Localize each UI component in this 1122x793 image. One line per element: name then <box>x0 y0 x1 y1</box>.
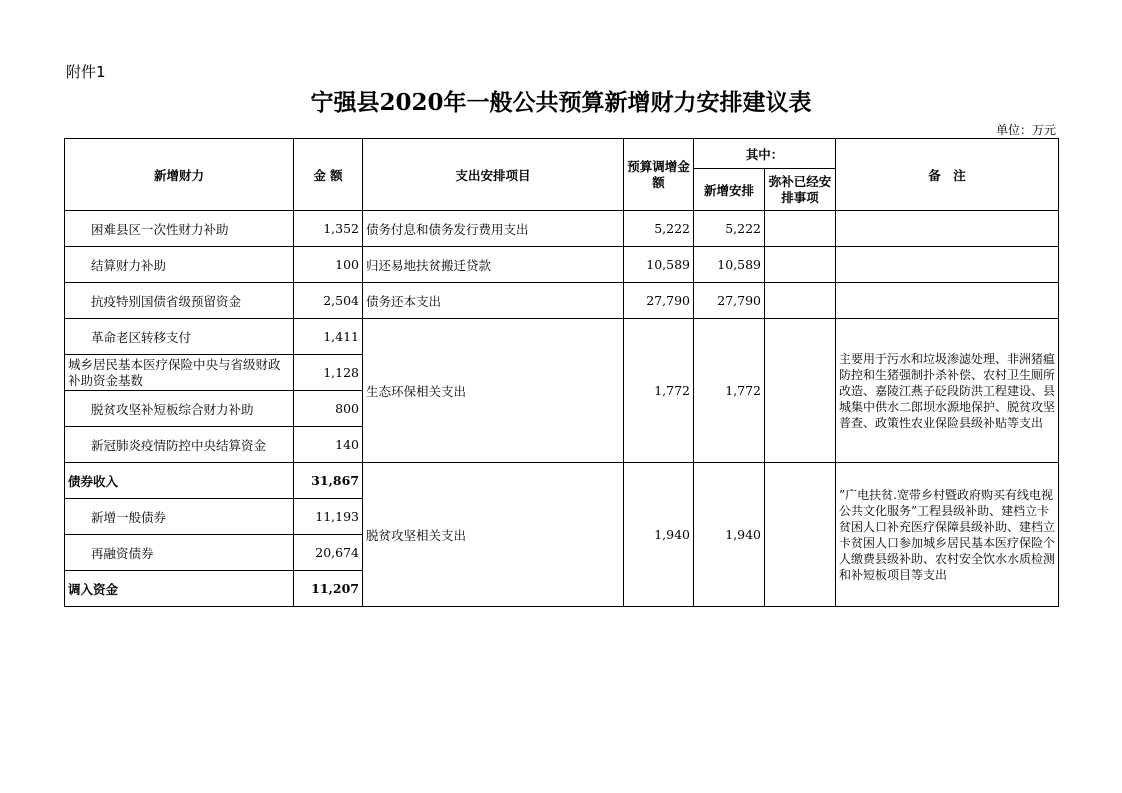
table-row <box>65 211 1059 247</box>
source-cell: 困难县区一次性财力补助 <box>65 211 294 247</box>
offset-cell <box>765 211 836 247</box>
source-cell: 结算财力补助 <box>65 247 294 283</box>
budget-cell: 27,790 <box>624 283 694 319</box>
header-remarks: 备 注 <box>836 139 1059 211</box>
table-row <box>65 319 1059 355</box>
amount-cell: 31,867 <box>294 463 363 499</box>
header-of-which: 其中： <box>694 139 836 169</box>
project-cell-poverty: 脱贫攻坚相关支出 <box>363 463 624 607</box>
budget-cell-poverty: 1,940 <box>624 463 694 607</box>
offset-cell <box>765 283 836 319</box>
header-project: 支出安排项目 <box>363 139 624 211</box>
header-row-1 <box>65 139 1059 169</box>
project-cell: 债务还本支出 <box>363 283 624 319</box>
amount-cell: 1,352 <box>294 211 363 247</box>
budget-cell: 5,222 <box>624 211 694 247</box>
source-cell: 抗疫特别国债省级预留资金 <box>65 283 294 319</box>
budget-cell: 10,589 <box>624 247 694 283</box>
header-amount: 金 额 <box>294 139 363 211</box>
header-source: 新增财力 <box>65 139 294 211</box>
header-budget-adjust: 预算调增金额 <box>624 139 694 211</box>
amount-cell: 100 <box>294 247 363 283</box>
new-arrangement-cell: 5,222 <box>694 211 765 247</box>
remarks-cell <box>836 211 1059 247</box>
source-cell: 脱贫攻坚补短板综合财力补助 <box>65 391 294 427</box>
new-arrangement-cell-eco: 1,772 <box>694 319 765 463</box>
amount-cell: 20,674 <box>294 535 363 571</box>
amount-cell: 1,411 <box>294 319 363 355</box>
new-arrangement-cell-poverty: 1,940 <box>694 463 765 607</box>
amount-cell: 11,207 <box>294 571 363 607</box>
source-cell: 债券收入 <box>65 463 294 499</box>
remarks-cell-eco: 主要用于污水和垃圾渗滤处理、非洲猪瘟防控和生猪强制扑杀补偿、农村卫生厕所改造、嘉陵江燕子砭段防洪工程建设、县城集中供水二郎坝水源地保护、脱贫攻坚普查、政策性农业保险县级补贴等支出 <box>836 319 1059 463</box>
new-arrangement-cell: 27,790 <box>694 283 765 319</box>
remarks-cell <box>836 283 1059 319</box>
offset-cell-poverty <box>765 463 836 607</box>
offset-cell <box>765 247 836 283</box>
header-offset: 弥补已经安排事项 <box>765 169 836 211</box>
source-cell: 再融资债券 <box>65 535 294 571</box>
remarks-cell-poverty: ”广电扶贫.宽带乡村暨政府购买有线电视公共文化服务”工程县级补助、建档立卡贫困人口补充医疗保障县级补助、建档立卡贫困人口参加城乡居民基本医疗保险个人缴费县级补助、农村安全饮水水质检测和补短板项目等支出 <box>836 463 1059 607</box>
table-row <box>65 463 1059 499</box>
remarks-cell <box>836 247 1059 283</box>
page-title: 宁强县2020年一般公共预算新增财力安排建议表 <box>310 89 812 116</box>
source-cell: 新冠肺炎疫情防控中央结算资金 <box>65 427 294 463</box>
amount-cell: 140 <box>294 427 363 463</box>
new-arrangement-cell: 10,589 <box>694 247 765 283</box>
amount-cell: 11,193 <box>294 499 363 535</box>
source-cell: 新增一般债券 <box>65 499 294 535</box>
source-cell: 城乡居民基本医疗保险中央与省级财政补助资金基数 <box>65 355 294 391</box>
amount-cell: 1,128 <box>294 355 363 391</box>
table-row <box>65 247 1059 283</box>
amount-cell: 800 <box>294 391 363 427</box>
source-cell: 革命老区转移支付 <box>65 319 294 355</box>
source-cell: 调入资金 <box>65 571 294 607</box>
unit-label: 单位：万元 <box>995 123 1056 137</box>
project-cell: 归还易地扶贫搬迁贷款 <box>363 247 624 283</box>
offset-cell-eco <box>765 319 836 463</box>
project-cell-eco: 生态环保相关支出 <box>363 319 624 463</box>
project-cell: 债务付息和债务发行费用支出 <box>363 211 624 247</box>
header-new-arrangement: 新增安排 <box>694 169 765 211</box>
table-row <box>65 283 1059 319</box>
budget-table <box>64 138 1059 607</box>
attachment-label: 附件1 <box>66 63 106 81</box>
amount-cell: 2,504 <box>294 283 363 319</box>
budget-cell-eco: 1,772 <box>624 319 694 463</box>
